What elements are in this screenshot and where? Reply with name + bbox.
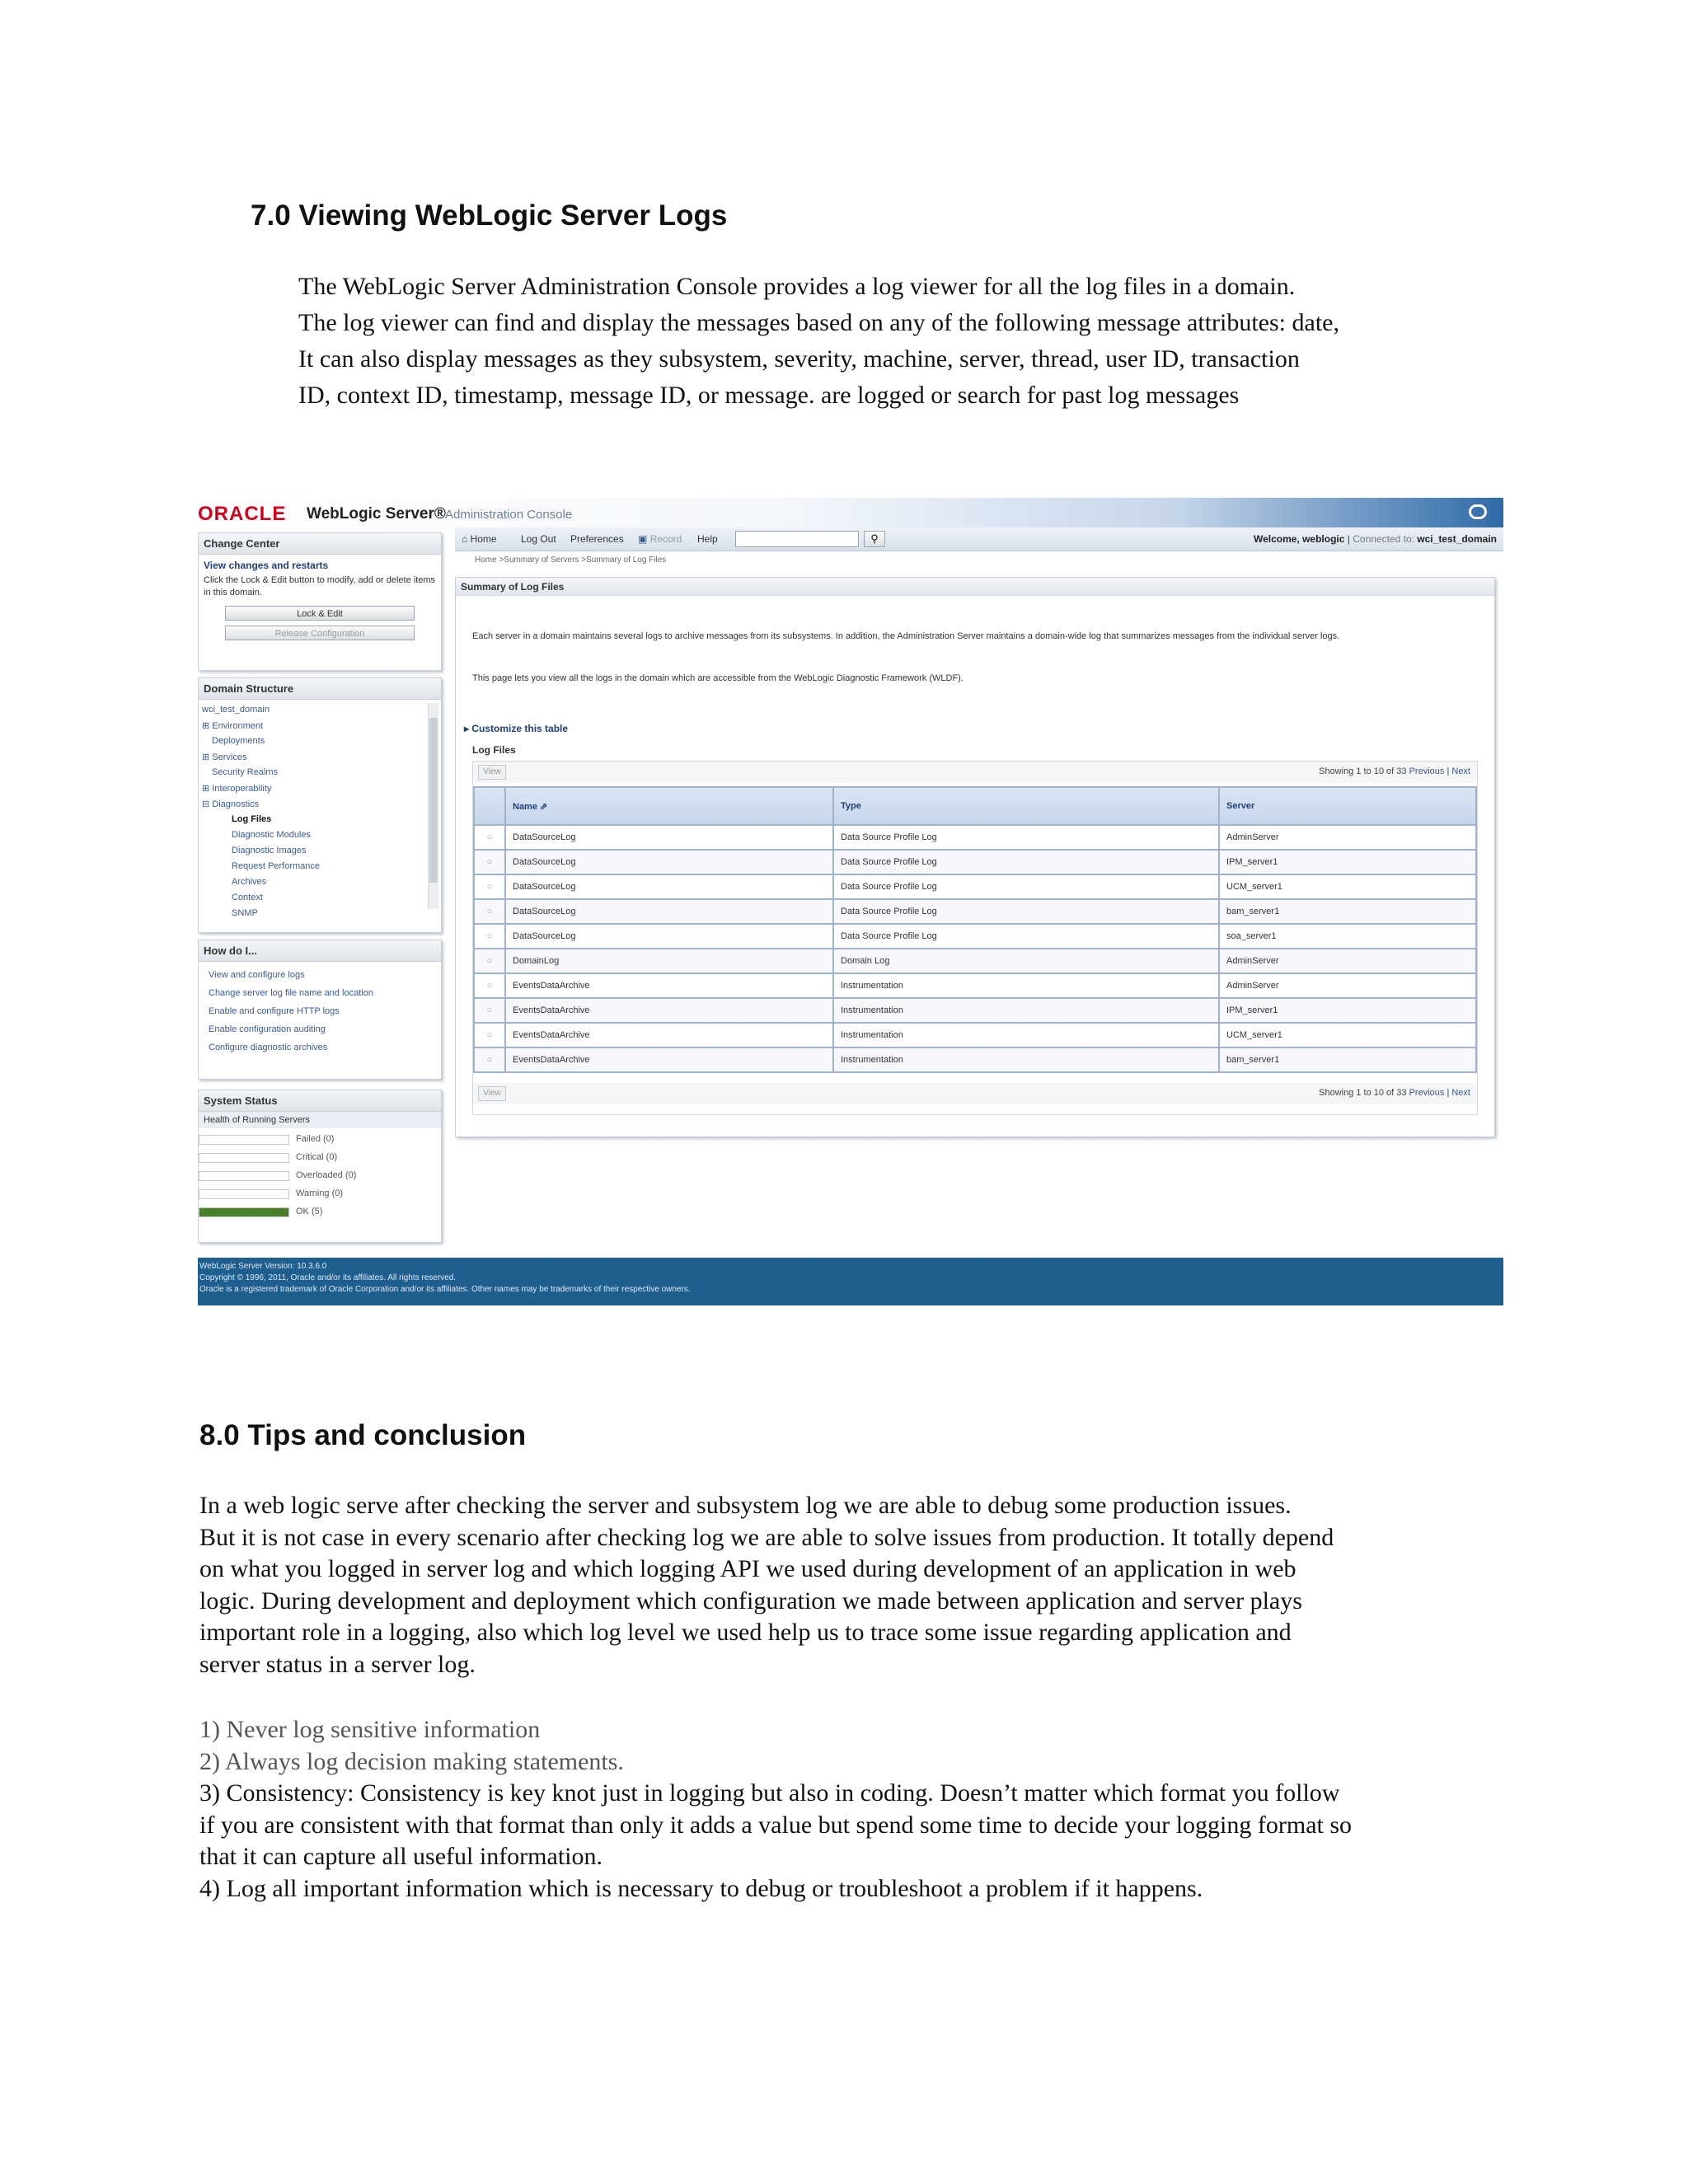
status-bar (199, 1135, 289, 1145)
table-row[interactable] (474, 949, 1476, 973)
help-link[interactable]: Help (697, 533, 718, 545)
status-bar (199, 1171, 289, 1181)
lock-edit-button[interactable]: Lock & Edit (225, 606, 415, 621)
table-row[interactable] (474, 1023, 1476, 1047)
tips-list (199, 1714, 1352, 1905)
tree-item[interactable]: ⊟ Diagnostics (202, 799, 260, 809)
customize-label: Customize this table (471, 723, 569, 734)
product-name: WebLogic Server® (307, 505, 446, 523)
status-bar (199, 1153, 289, 1163)
row-select-radio[interactable]: ○ (474, 899, 505, 924)
tip-item: if you are consistent with that format than only it adds a value but spend some time to decide your logging format so (199, 1811, 1353, 1839)
pagination-top: Showing 1 to 10 of 33 Previous | Next (1319, 766, 1470, 776)
summary-intro: Each server in a domain maintains several logs to archive messages from its subsystems. In addition, the Administration Server maintains a domain-wide log that summarizes messages from the individual server logs. (472, 631, 1340, 641)
preferences-link[interactable]: Preferences (570, 533, 624, 545)
cell-server: AdminServer (1219, 949, 1476, 973)
footer-trademark: Oracle is a registered trademark of Oracle Corporation and/or its affiliates. Other names may be trademarks of their respective owners. (199, 1285, 691, 1294)
tree-item-log-files[interactable]: Log Files (232, 814, 272, 824)
welcome-text: Welcome, weblogic | Connected to: wci_test_domain (1253, 533, 1497, 545)
status-fill (199, 1208, 288, 1216)
footer-version: WebLogic Server Version: 10.3.6.0 (199, 1262, 327, 1271)
cell-server: bam_server1 (1219, 1047, 1476, 1072)
table-row[interactable] (474, 1047, 1476, 1072)
cell-type: Domain Log (833, 949, 1219, 973)
cell-type: Instrumentation (833, 973, 1219, 998)
console-nav-bar (455, 527, 1503, 551)
cell-type: Instrumentation (833, 998, 1219, 1023)
next-link[interactable]: Next (1451, 1088, 1470, 1098)
status-label: Warning (0) (296, 1188, 344, 1198)
row-select-radio[interactable]: ○ (474, 973, 505, 998)
welcome-label: Welcome, weblogic (1253, 533, 1345, 545)
how-do-i-link[interactable]: Configure diagnostic archives (209, 1043, 328, 1052)
paragraph-line: logic. During development and deployment which configuration we made between application and server plays (199, 1586, 1302, 1615)
summary-title: Summary of Log Files (456, 578, 1494, 596)
row-select-radio[interactable]: ○ (474, 850, 505, 874)
home-icon: ⌂ (462, 533, 468, 545)
tree-item[interactable]: ⊞ Environment (202, 721, 264, 731)
how-do-i-panel (198, 940, 442, 1080)
paragraph-line: on what you logged in server log and which logging API we used during development of an application in web (199, 1555, 1296, 1582)
table-row[interactable] (474, 973, 1476, 998)
status-bar (199, 1189, 289, 1199)
column-header-server[interactable]: Server (1219, 787, 1476, 825)
cell-name[interactable]: DataSourceLog (505, 874, 833, 899)
tree-item[interactable]: SNMP (232, 908, 258, 918)
table-row[interactable] (474, 899, 1476, 924)
console-header (198, 498, 1503, 529)
header-toggle-icon[interactable] (1469, 504, 1487, 519)
cell-name[interactable]: DataSourceLog (505, 899, 833, 924)
paragraph-line: important role in a logging, also which log level we used help us to trace some issue regarding application and (199, 1619, 1292, 1646)
log-files-table (473, 786, 1477, 1073)
cell-server: AdminServer (1219, 973, 1476, 998)
paragraph-line: In a web logic serve after checking the server and subsystem log we are able to debug some production issues. (199, 1492, 1292, 1519)
paragraph-line: The log viewer can find and display the messages based on any of the following message attributes: date, (298, 309, 1339, 336)
previous-link[interactable]: Previous (1409, 1088, 1445, 1098)
column-header-type[interactable]: Type (833, 787, 1219, 825)
expand-icon: ▸ (464, 723, 470, 734)
cell-type: Data Source Profile Log (833, 874, 1219, 899)
tree-item[interactable]: Security Realms (212, 767, 279, 777)
record-icon: ▣ (638, 533, 648, 545)
scrollbar-thumb[interactable] (429, 718, 438, 883)
tree-item[interactable]: wci_test_domain (202, 705, 270, 715)
log-files-heading: Log Files (472, 744, 516, 756)
tree-scrollbar[interactable] (428, 703, 438, 909)
row-select-radio[interactable]: ○ (474, 924, 505, 949)
status-label: Critical (0) (296, 1152, 338, 1162)
table-row[interactable] (474, 874, 1476, 899)
cell-type: Instrumentation (833, 1023, 1219, 1047)
section-8-paragraph (199, 1490, 1334, 1680)
cell-name[interactable]: DataSourceLog (505, 850, 833, 874)
row-select-radio[interactable]: ○ (474, 998, 505, 1023)
change-center-panel (198, 532, 442, 671)
cell-name[interactable]: EventsDataArchive (505, 973, 833, 998)
tree-item[interactable]: Diagnostic Images (232, 846, 307, 855)
product-subtitle: Administration Console (445, 508, 573, 522)
view-changes-link[interactable]: View changes and restarts (204, 560, 329, 571)
connected-label: Connected to: (1353, 533, 1414, 545)
row-select-radio[interactable]: ○ (474, 1047, 505, 1072)
status-label: Overloaded (0) (296, 1170, 357, 1180)
paragraph-line: ID, context ID, timestamp, message ID, or message. are logged or search for past log messages (298, 382, 1240, 409)
pagination-bottom: Showing 1 to 10 of 33 Previous | Next (1319, 1088, 1470, 1098)
table-row[interactable] (474, 924, 1476, 949)
how-do-i-link[interactable]: Change server log file name and location (209, 988, 373, 998)
cell-name[interactable]: EventsDataArchive (505, 1023, 833, 1047)
table-row[interactable] (474, 825, 1476, 850)
section-7-heading: 7.0 Viewing WebLogic Server Logs (251, 199, 728, 232)
cell-type: Data Source Profile Log (833, 825, 1219, 850)
record-link[interactable] (638, 533, 682, 545)
how-do-i-link[interactable]: Enable configuration auditing (209, 1024, 326, 1034)
column-header-name[interactable]: Name ⇗ (505, 787, 833, 825)
cell-server: AdminServer (1219, 825, 1476, 850)
paragraph-line: It can also display messages as they subsystem, severity, machine, server, thread, user ID, transaction (298, 345, 1300, 373)
home-label: Home (470, 533, 497, 545)
cell-type: Data Source Profile Log (833, 850, 1219, 874)
search-input[interactable] (735, 531, 859, 547)
system-status-panel (198, 1090, 442, 1243)
cell-name[interactable]: DataSourceLog (505, 924, 833, 949)
footer-copyright: Copyright © 1996, 2011, Oracle and/or its affiliates. All rights reserved. (199, 1273, 457, 1282)
tip-item: 3) Consistency: Consistency is key knot just in logging but also in coding. Doesn’t matter which format you follow (199, 1779, 1340, 1807)
status-label: OK (5) (296, 1207, 323, 1216)
record-label: Record (649, 533, 682, 545)
domain-name: wci_test_domain (1417, 533, 1497, 545)
table-row[interactable] (474, 998, 1476, 1023)
console-footer (198, 1258, 1503, 1305)
log-files-table-container (472, 761, 1478, 1115)
paragraph-line: server status in a server log. (199, 1650, 476, 1678)
cell-server: UCM_server1 (1219, 874, 1476, 899)
how-do-i-link[interactable]: Enable and configure HTTP logs (209, 1006, 340, 1016)
tree-item[interactable]: Context (232, 893, 263, 902)
cell-name[interactable]: EventsDataArchive (505, 998, 833, 1023)
oracle-logo: ORACLE (198, 503, 287, 525)
cell-name[interactable]: DataSourceLog (505, 825, 833, 850)
status-bar (199, 1207, 289, 1217)
domain-structure-panel (198, 677, 442, 933)
paragraph-line: The WebLogic Server Administration Console provides a log viewer for all the log files in a domain. (298, 273, 1296, 300)
cell-server: soa_server1 (1219, 924, 1476, 949)
table-row[interactable] (474, 850, 1476, 874)
cell-server: UCM_server1 (1219, 1023, 1476, 1047)
cell-type: Instrumentation (833, 1047, 1219, 1072)
summary-intro-2: This page lets you view all the logs in the domain which are accessible from the WebLogic Diagnostic Framework (WLDF). (472, 673, 964, 683)
how-do-i-link[interactable]: View and configure logs (209, 970, 305, 980)
tip-item: 1) Never log sensitive information (199, 1716, 541, 1743)
cell-server: bam_server1 (1219, 899, 1476, 924)
section-8-heading: 8.0 Tips and conclusion (199, 1419, 527, 1451)
change-center-text: Click the Lock & Edit button to modify, add or delete items in this domain. (204, 575, 436, 598)
weblogic-console-screenshot (198, 498, 1503, 1305)
showing-text: Showing 1 to 10 of 33 (1319, 1088, 1407, 1098)
tree-item[interactable]: Deployments (212, 736, 265, 746)
showing-text: Showing 1 to 10 of 33 (1319, 766, 1407, 776)
system-status-subtitle: Health of Running Servers (199, 1112, 441, 1128)
log-files-summary (455, 577, 1495, 1137)
table-toolbar-bottom (473, 1083, 1477, 1104)
row-select-radio[interactable]: ○ (474, 1023, 505, 1047)
select-column-header (474, 787, 505, 825)
cell-server: IPM_server1 (1219, 998, 1476, 1023)
cell-name[interactable]: EventsDataArchive (505, 1047, 833, 1072)
cell-server: IPM_server1 (1219, 850, 1476, 874)
home-link[interactable] (462, 533, 497, 545)
search-icon[interactable]: ⚲ (864, 531, 885, 547)
tip-item: that it can capture all useful information. (199, 1843, 603, 1870)
previous-link[interactable]: Previous (1409, 766, 1445, 776)
tree-item[interactable]: Request Performance (232, 861, 320, 871)
domain-structure-title: Domain Structure (199, 678, 441, 700)
breadcrumb[interactable]: Home >Summary of Servers >Summary of Log Files (475, 555, 667, 565)
section-7-paragraph (298, 269, 1339, 414)
table-toolbar-top (473, 762, 1477, 783)
cell-name[interactable]: DomainLog (505, 949, 833, 973)
tree-item[interactable]: ⊞ Interoperability (202, 784, 272, 794)
status-label: Failed (0) (296, 1134, 335, 1144)
logout-link[interactable]: Log Out (521, 533, 556, 545)
view-button[interactable]: View (478, 765, 506, 780)
change-center-title: Change Center (199, 533, 441, 555)
release-configuration-button[interactable]: Release Configuration (225, 626, 415, 640)
tree-item[interactable]: Archives (232, 877, 267, 887)
paragraph-line: But it is not case in every scenario after checking log we are able to solve issues from production. It totally depend (199, 1523, 1334, 1551)
tip-item: 4) Log all important information which is necessary to debug or troubleshoot a problem if it happens. (199, 1874, 1203, 1902)
row-select-radio[interactable]: ○ (474, 874, 505, 899)
tip-item: 2) Always log decision making statements. (199, 1747, 624, 1775)
row-select-radio[interactable]: ○ (474, 825, 505, 850)
cell-type: Data Source Profile Log (833, 924, 1219, 949)
system-status-title: System Status (199, 1090, 441, 1112)
tree-item[interactable]: ⊞ Services (202, 752, 247, 762)
how-do-i-title: How do I... (199, 940, 441, 962)
next-link[interactable]: Next (1451, 766, 1470, 776)
row-select-radio[interactable]: ○ (474, 949, 505, 973)
tree-item[interactable]: Diagnostic Modules (232, 830, 311, 840)
view-button[interactable]: View (478, 1086, 506, 1101)
cell-type: Data Source Profile Log (833, 899, 1219, 924)
customize-table-link[interactable] (464, 723, 568, 734)
